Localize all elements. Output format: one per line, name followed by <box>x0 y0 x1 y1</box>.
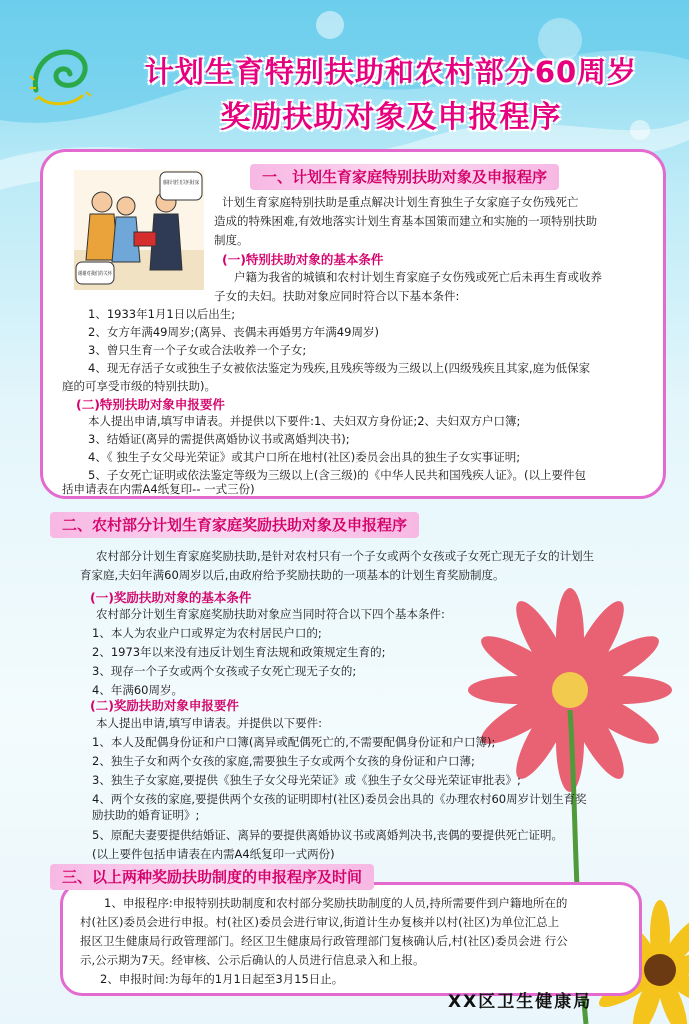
section1-sub1-item: 4、现无存活子女或独生子女被依法鉴定为残疾,且残疾等级为三级以上(四级残疾且其家,庭为低保家 <box>88 361 591 375</box>
section2-sub1-item: 农村部分计划生育家庭奖励扶助对象应当同时符合以下四个基本条件: <box>96 607 445 621</box>
section1-sub1-item: 2、女方年满49周岁;(离异、丧偶未再婚男方年满49周岁) <box>88 325 379 339</box>
issuer-name: XX区卫生健康局 <box>448 992 593 1012</box>
page-title-line1: 计划生育特别扶助和农村部分60周岁 <box>144 55 638 89</box>
section2-sub2-heading: (二)奖励扶助对象申报要件 <box>90 698 239 713</box>
section2-sub1-heading: (一)奖励扶助对象的基本条件 <box>90 590 252 605</box>
section3-item: 示,公示期为7天。经审核、公示后确认的人员进行信息录入和上报。 <box>80 953 425 967</box>
section1-intro-line1: 计划生育家庭特别扶助是重点解决计划生育独生子女家庭子女伤残死亡 <box>222 195 579 209</box>
section3-item: 2、申报时间:为每年的1月1日起至3月15日止。 <box>100 972 344 986</box>
section1-sub1-intro-line2: 子女的夫妇。扶助对象应同时符合以下基本条件: <box>214 289 460 303</box>
section3-heading: 三、以上两种奖励扶助制度的申报程序及时间 <box>50 864 374 890</box>
section2-sub2-item: 1、本人及配偶身份证和户口簿(离异或配偶死亡的,不需要配偶身份证和户口簿); <box>92 735 496 749</box>
section1-sub1-heading: (一)特别扶助对象的基本条件 <box>222 252 384 267</box>
section1-sub2-item: 本人提出申请,填写申请表。并提供以下要件:1、夫妇双方身份证;2、夫妇双方户口簿; <box>88 414 521 428</box>
section1-sub2-item: 括申请表在内需A4纸复印-- 一式三份) <box>62 482 255 496</box>
section1-heading: 一、计划生育家庭特别扶助对象及申报程序 <box>250 164 559 190</box>
section1-sub1-item: 3、曾只生育一个子女或合法收养一个子女; <box>88 343 307 357</box>
section2-sub2-item: 4、两个女孩的家庭,要提供两个女孩的证明即村(社区)委员会出具的《办理农村60周岁计划生育奖 <box>92 792 587 806</box>
section2-sub2-item: 励扶助的婚育证明》; <box>92 808 200 822</box>
section2-sub1-item: 2、1973年以来没有违反计划生育法规和政策规定生育的; <box>92 645 386 659</box>
section1-sub2-item: 3、结婚证(离异的需提供离婚协议书或离婚判决书); <box>88 432 350 446</box>
section2-sub2-item: (以上要件包括申请表在内需A4纸复印一式两份) <box>92 847 335 861</box>
section1-sub2-heading: (二)特别扶助对象申报要件 <box>76 397 225 412</box>
page-title-line2: 奖励扶助对象及申报程序 <box>220 100 562 135</box>
cartoon-bubble-left: 谢谢对我们的关怀 <box>78 271 119 277</box>
section1-sub1-intro-line1: 户籍为我省的城镇和农村计划生育家庭子女伤残或死亡后未再生育或收养 <box>234 270 602 284</box>
section2-sub1-item: 4、年满60周岁。 <box>92 683 183 697</box>
section3-item: 村(社区)委员会进行申报。村(社区)委员会进行审议,街道计生办复核并以村(社区)为单位汇总上 <box>80 915 560 929</box>
section3-item: 报区卫生健康局行政管理部门。经区卫生健康局行政管理部门复核确认后,村(社区)委员会进 行公 <box>80 934 568 948</box>
section2-sub2-item: 2、独生子女和两个女孩的家庭,需要独生子女或两个女孩的身份证和户口薄; <box>92 754 475 768</box>
section1-sub2-item: 4、《 独生子女父母光荣证》或其户口所在地村(社区)委员会出具的独生子女实事证明; <box>88 450 521 464</box>
family-cartoon-illustration <box>74 170 219 290</box>
section2-sub2-item: 本人提出申请,填写申请表。并提供以下要件: <box>96 716 323 730</box>
family-planning-logo <box>26 40 98 112</box>
section2-sub1-item: 3、现存一个子女或两个女孩或子女死亡现无子女的; <box>92 664 357 678</box>
section1-sub1-item: 庭的可享受市级的特别扶助)。 <box>62 379 216 393</box>
section2-heading: 二、农村部分计划生育家庭奖励扶助对象及申报程序 <box>50 512 419 538</box>
section2-intro-line2: 育家庭,夫妇年满60周岁以后,由政府给予奖励扶助的一项基本的计划生育奖励制度。 <box>80 568 505 582</box>
cartoon-bubble-right: 感谢计划生育关怀我们家 <box>163 180 219 186</box>
section1-sub1-item: 1、1933年1月1日以后出生; <box>88 307 236 321</box>
section2-sub2-item: 5、原配夫妻要提供结婚证、离异的要提供离婚协议书或离婚判决书,丧偶的要提供死亡证明。 <box>92 828 563 842</box>
section2-intro-line1: 农村部分计划生育家庭奖励扶助,是针对农村只有一个子女或两个女孩或子女死亡现无子女的计划生 <box>96 549 595 563</box>
section1-intro-line2: 造成的特殊困难,有效地落实计划生育基本国策而建立和实施的一项特别扶助 <box>214 214 598 228</box>
section2-sub2-item: 3、独生子女家庭,要提供《独生子女父母光荣证》或《独生子女父母光荣证审批表》; <box>92 773 521 787</box>
section2-sub1-item: 1、本人为农业户口或界定为农村居民户口的; <box>92 626 322 640</box>
section1-intro-line3: 制度。 <box>214 233 249 247</box>
section3-item: 1、申报程序:申报特别扶助制度和农村部分奖励扶助制度的人员,持所需要件到户籍地所在的 <box>104 896 568 910</box>
section1-sub2-item: 5、子女死亡证明或依法鉴定等级为三级以上(含三级)的《中华人民共和国残疾人证》。(以上要件包 <box>88 468 587 482</box>
